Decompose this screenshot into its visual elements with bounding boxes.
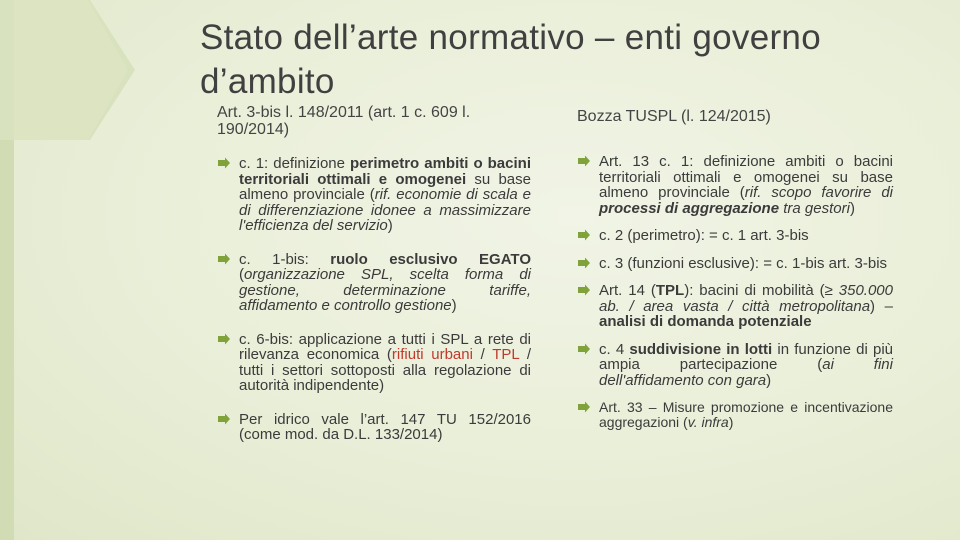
left-heading: Art. 3-bis l. 148/2011 (art. 1 c. 609 l. 190/2014) [217, 104, 471, 138]
bullet-arrow-icon [217, 413, 231, 425]
bullet-text: v. infra [687, 413, 729, 430]
bullet-item [217, 332, 531, 394]
bullet-arrow-icon [577, 229, 591, 241]
bullet-item [577, 228, 893, 244]
bullet-text: ) [766, 371, 772, 389]
bullet-text: 350.000 ab. / area vasta / città metropolitana [599, 282, 893, 315]
bullet-item [217, 156, 531, 234]
bullet-text: c. 1-bis: [239, 250, 331, 268]
bullet-item [577, 256, 893, 272]
bullet-text: suddivisione in lotti [629, 340, 773, 358]
bullet-text: in funzione di più ampia partecipazione ( [599, 340, 893, 373]
bullet-text: Art. 33 – Misure promozione e incentivazione aggregazioni ( [599, 399, 893, 430]
bullet-arrow-icon [217, 157, 231, 169]
bullet-item [217, 252, 531, 314]
bullet-text: TPL [492, 346, 520, 363]
bullet-text: c. 4 [599, 340, 630, 358]
bullet-text: c. 3 (funzioni esclusive): = c. 1-bis art. 3-bis [599, 254, 888, 272]
bullet-text: ) [451, 297, 457, 314]
bullet-text: ) – [870, 297, 893, 315]
bullet-text: ) [387, 217, 393, 234]
bullet-text: processi di aggregazione [599, 199, 780, 217]
bullet-text: ai fini dell'affidamento con gara [599, 356, 893, 389]
right-bullet-list [577, 154, 893, 429]
bullet-text: c. 1: definizione [239, 155, 351, 172]
bullet-arrow-icon [217, 333, 231, 345]
bullet-text: rif. economie di scala e di differenziazione idonee a massimizzare l'efficienza del servizio [239, 186, 531, 234]
bullet-text: ruolo esclusivo EGATO [330, 250, 531, 268]
bullet-text: rif. scopo favorire di [744, 184, 893, 201]
bullet-text: Art. 14 ( [599, 282, 656, 299]
bullet-text: tra gestori [779, 199, 850, 217]
bullet-text: rifiuti urbani [391, 346, 473, 363]
page-title: Stato dell’arte normativo – enti governo d’ambito [200, 18, 821, 101]
right-heading: Bozza TUSPL (l. 124/2015) [577, 108, 771, 125]
bullet-item [217, 412, 531, 443]
bullet-item [577, 400, 893, 429]
arrow-decoration-icon [0, 0, 150, 140]
bullet-text: Art. 13 c. 1: definizione ambiti o bacini territoriali ottimali e omogenei su base almeno provinciale ( [599, 153, 893, 201]
bullet-arrow-icon [217, 253, 231, 265]
bullet-text: ) [849, 199, 855, 217]
bullet-text: Per idrico vale l’art. 147 TU 152/2016 (come mod. da D.L. 133/2014) [239, 410, 531, 443]
left-column [217, 104, 531, 461]
bullet-text: ) [728, 413, 734, 430]
bullet-arrow-icon [577, 284, 591, 296]
bullet-text: / [472, 346, 493, 363]
bullet-arrow-icon [577, 155, 591, 167]
bullet-text: / tutti i settori sottoposti alla regolazione di autorità indipendente) [239, 346, 531, 394]
bullet-text: su base almeno provinciale ( [239, 170, 531, 203]
bullet-arrow-icon [577, 257, 591, 269]
bullet-arrow-icon [577, 343, 591, 355]
bullet-text: ( [239, 266, 244, 283]
bullet-text: analisi di domanda potenziale [599, 313, 812, 330]
bullet-text: c. 2 (perimetro): = c. 1 art. 3-bis [599, 227, 809, 244]
bullet-arrow-icon [577, 401, 591, 413]
bullet-item [577, 154, 893, 216]
bullet-item [577, 342, 893, 389]
bullet-text: TPL [655, 282, 685, 299]
bullet-text: c. 6-bis: applicazione a tutti i SPL a rete di rilevanza economica ( [239, 330, 531, 363]
bullet-text: organizzazione SPL, scelta forma di gestione, determinazione tariffe, affidamento e controllo gestione [239, 266, 531, 314]
bullet-item [577, 283, 893, 330]
bullet-text: ): bacini di mobilità (≥ [684, 282, 839, 299]
left-bullet-list [217, 156, 531, 443]
bullet-text: perimetro ambiti o bacini territoriali ottimali e omogenei [239, 155, 531, 188]
right-column [577, 108, 893, 441]
